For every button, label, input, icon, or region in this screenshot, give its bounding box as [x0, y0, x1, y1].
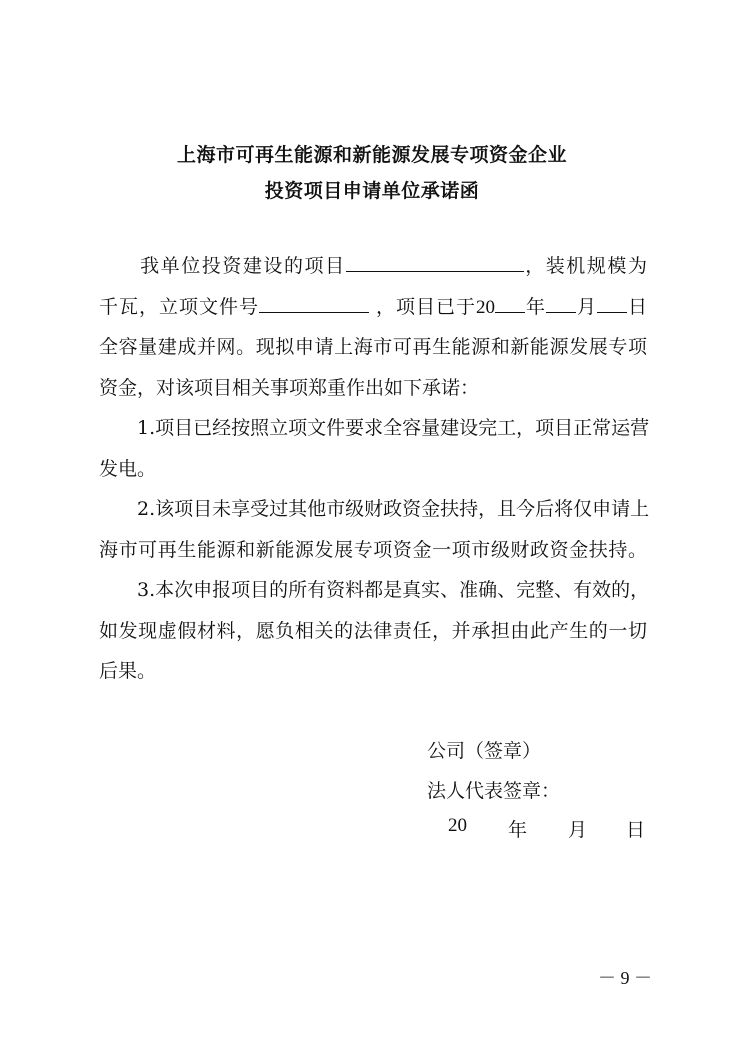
capacity-label: ，装机规模为	[523, 255, 647, 277]
document-title-line-2: 投资项目申请单位承诺函	[264, 180, 480, 202]
paragraph-3-line-2: 海市可再生能源和新能源发展专项资金一项市级财政资金扶持。	[99, 538, 647, 561]
day-blank	[597, 290, 627, 313]
completed-label: ，项目已于	[376, 295, 476, 318]
commitment-body	[99, 246, 650, 692]
commitment-1-text: 1.项目已经按照立项文件要求全容量建设完工，项目正常运营	[137, 417, 650, 439]
page-number: － 9 －	[598, 968, 652, 988]
signature-date-month-label: 月	[568, 819, 588, 841]
paragraph-3-line-1	[99, 489, 650, 530]
year-blank	[495, 290, 525, 313]
day-label: 日	[626, 295, 647, 318]
year-label: 年	[524, 295, 546, 318]
month-blank	[546, 290, 576, 313]
paragraph-4-line-3: 后果。	[99, 660, 157, 682]
document-title-line-1: 上海市可再生能源和新能源发展专项资金企业	[176, 144, 567, 166]
project-label: 我单位投资建设的项目	[140, 255, 346, 277]
signature-date-year-label: 年	[508, 819, 528, 841]
paragraph-4-line-2: 如发现虚假材料，愿负相关的法律责任，并承担由此产生的一切	[99, 619, 647, 642]
legal-representative-signature-label: 法人代表签章：	[427, 780, 561, 802]
month-label: 月	[575, 295, 597, 318]
approval-doc-label: 千瓦，立项文件号	[99, 295, 259, 318]
approval-doc-number-blank	[259, 290, 369, 313]
paragraph-4-line-1	[99, 570, 650, 611]
commitment-3-text: 3.本次申报项目的所有资料都是真实、准确、完整、有效的，	[137, 579, 650, 601]
signature-date-day-label: 日	[626, 819, 646, 841]
paragraph-1-line-1	[99, 246, 647, 287]
year-prefix: 20	[475, 296, 495, 318]
commitment-2-text: 2.该项目未享受过其他市级财政资金扶持，且今后将仅申请上	[137, 498, 650, 520]
paragraph-1-line-2	[99, 287, 647, 328]
signature-date-year-prefix: 20	[448, 815, 467, 836]
project-name-blank	[346, 249, 524, 272]
paragraph-1-line-3: 全容量建成并网。现拟申请上海市可再生能源和新能源发展专项	[99, 336, 647, 358]
company-seal-label: 公司（签章）	[427, 740, 542, 762]
paragraph-1-line-4: 资金，对该项目相关事项郑重作出如下承诺：	[99, 376, 480, 399]
paragraph-2-line-2: 发电。	[99, 457, 157, 480]
paragraph-2-line-1	[99, 408, 650, 449]
